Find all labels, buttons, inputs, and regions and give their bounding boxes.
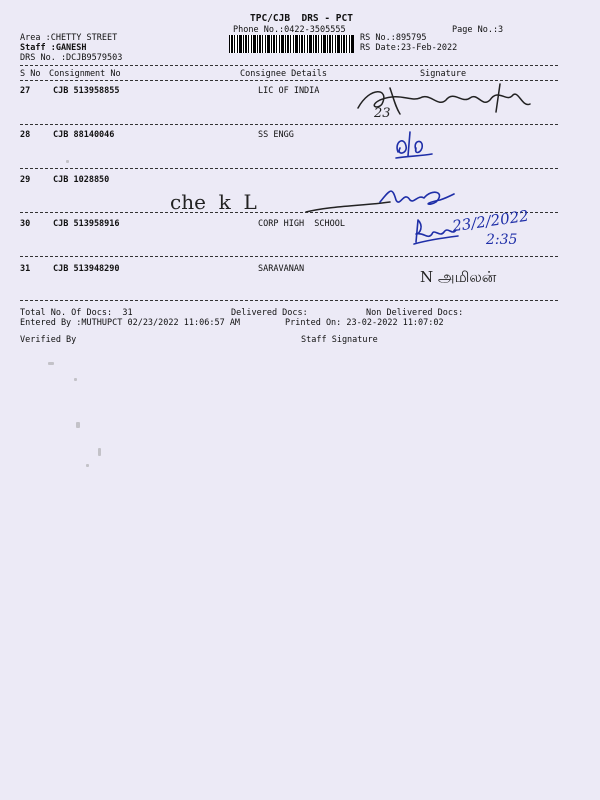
staff-signature: Staff Signature <box>301 335 378 345</box>
drs-number: DRS No. :DCJB9579503 <box>20 53 123 63</box>
scan-speck <box>66 160 69 163</box>
row-consignee: CORP HIGH SCHOOL <box>258 219 345 229</box>
row-rule <box>20 124 558 125</box>
row-consignee: SARAVANAN <box>258 264 305 274</box>
row-sno: 29 <box>20 175 31 185</box>
row-rule <box>20 256 558 257</box>
header-rule <box>20 65 558 66</box>
rs-number: RS No.:895795 <box>360 33 427 43</box>
rs-date: RS Date:23-Feb-2022 <box>360 43 458 53</box>
staff-label: Staff :GANESH <box>20 43 87 53</box>
col-sno: S No <box>20 69 41 79</box>
signature-row-29 <box>300 182 460 216</box>
row-consignment: CJB 513958855 <box>53 86 120 96</box>
footer-rule <box>20 300 558 301</box>
row-consignment: CJB 1028850 <box>53 175 110 185</box>
area-label: Area :CHETTY STREET <box>20 33 118 43</box>
row30-time: 2:35 <box>486 232 518 248</box>
row-sno: 31 <box>20 264 31 274</box>
printed-on: Printed On: 23-02-2022 11:07:02 <box>285 318 444 328</box>
row-consignment: CJB 513958916 <box>53 219 120 229</box>
barcode <box>229 35 354 53</box>
col-consignment: Consignment No <box>49 69 121 79</box>
row30-date: 23/2/2022 <box>451 206 530 236</box>
scan-speck <box>74 378 77 381</box>
scan-speck <box>98 448 101 456</box>
page-number: Page No.:3 <box>452 25 504 35</box>
row27-date: 23 <box>374 106 391 121</box>
non-delivered-docs: Non Delivered Docs: <box>366 308 464 318</box>
scan-speck <box>76 422 80 428</box>
row-consignment: CJB 88140046 <box>53 130 115 140</box>
col-signature: Signature <box>420 69 467 79</box>
row-sno: 27 <box>20 86 31 96</box>
row31-handwriting: N அமிலன் <box>420 268 497 286</box>
delivered-docs: Delivered Docs: <box>231 308 308 318</box>
row-rule <box>20 168 558 169</box>
signature-row-28 <box>388 128 448 162</box>
phone-number: Phone No.:0422-3505555 <box>233 25 346 35</box>
verified-by: Verified By <box>20 335 77 345</box>
scan-speck <box>86 464 89 467</box>
row-consignee: SS ENGG <box>258 130 294 140</box>
row29-handwriting: che k L <box>170 190 257 214</box>
row-sno: 30 <box>20 219 31 229</box>
col-consignee-details: Consignee Details <box>240 69 327 79</box>
total-docs: Total No. Of Docs: 31 <box>20 308 133 318</box>
row-sno: 28 <box>20 130 31 140</box>
scan-speck <box>48 362 54 365</box>
entered-by: Entered By :MUTHUPCT 02/23/2022 11:06:57 AM <box>20 318 241 328</box>
row-consignee: LIC OF INDIA <box>258 86 320 96</box>
row-consignment: CJB 513948290 <box>53 264 120 274</box>
document-title: TPC/CJB DRS - PCT <box>250 13 353 24</box>
